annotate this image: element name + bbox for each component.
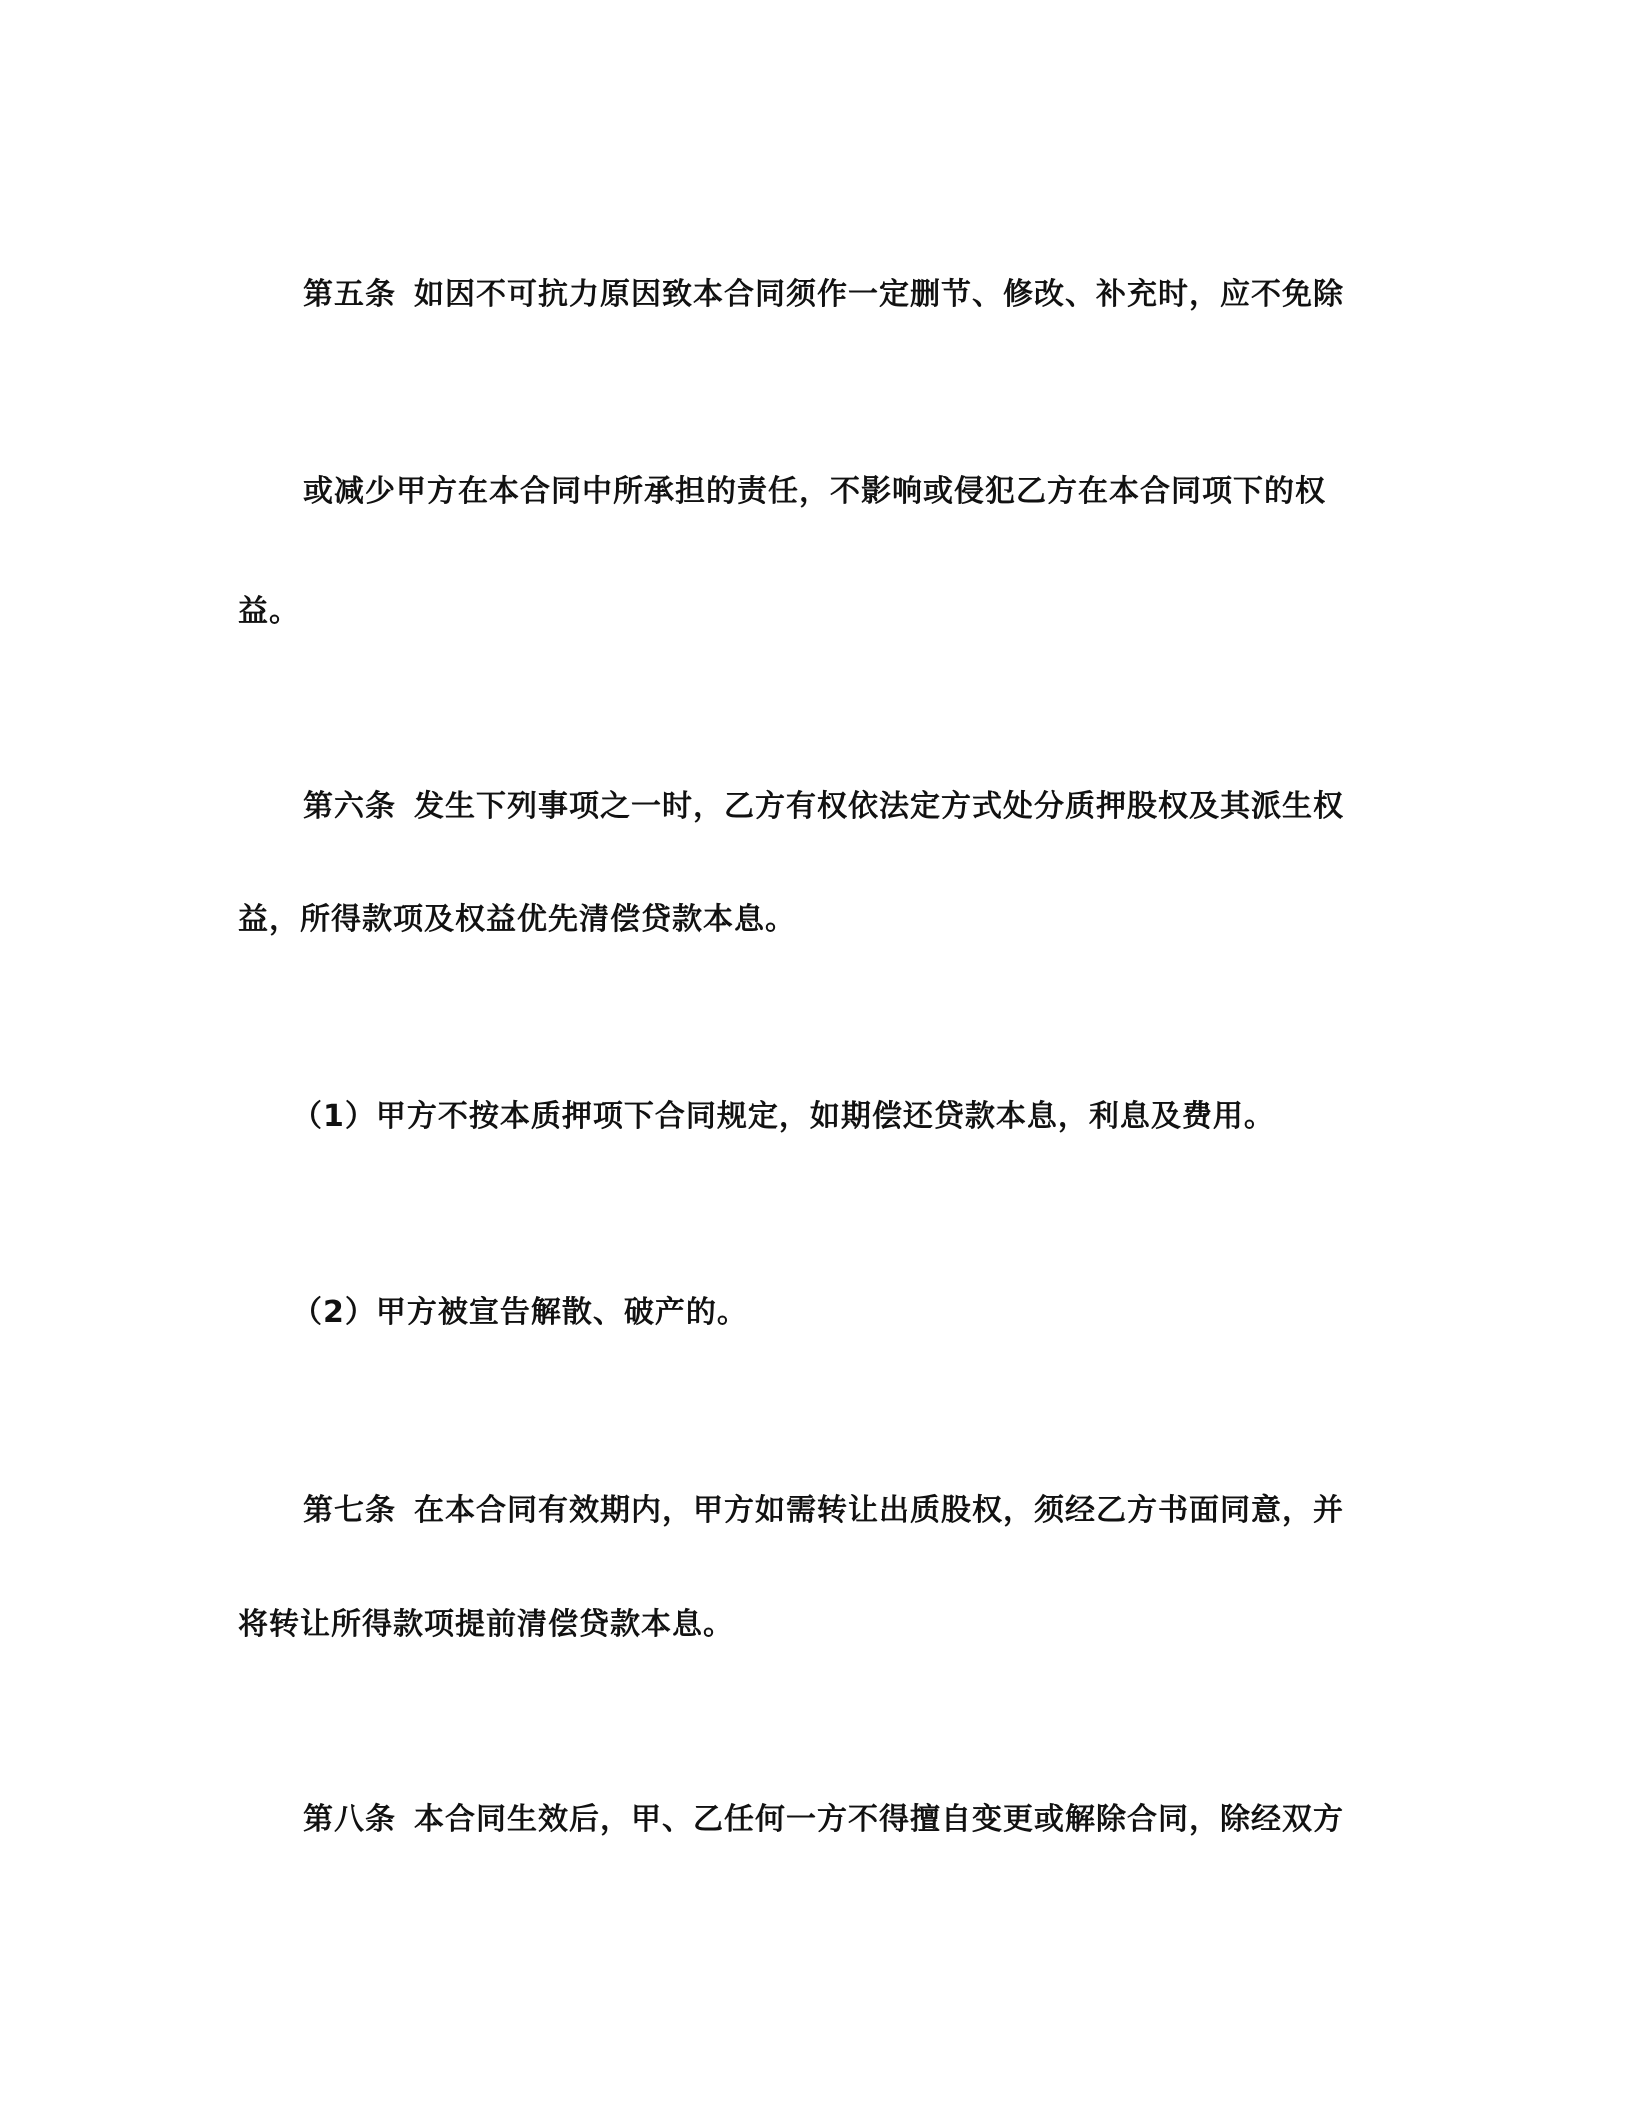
article-7-text-2: 将转让所得款项提前清偿贷款本息。 <box>238 1607 734 1642</box>
item-1-line <box>292 1097 1275 1137</box>
article-6-line-1 <box>303 787 1344 827</box>
article-6-text-1: 发生下列事项之一时，乙方有权依法定方式处分质押股权及其派生权 <box>414 789 1344 824</box>
article-5-line-2 <box>303 472 1326 512</box>
item-2-text: （2）甲方被宣告解散、破产的。 <box>292 1295 748 1330</box>
article-7-line-2 <box>238 1605 734 1645</box>
article-8-text-1: 本合同生效后，甲、乙任何一方不得擅自变更或解除合同，除经双方 <box>414 1802 1344 1837</box>
article-5-text-1: 如因不可抗力原因致本合同须作一定删节、修改、补充时，应不免除 <box>414 277 1344 312</box>
article-5-label: 第五条 <box>303 277 396 312</box>
article-5-text-3: 益。 <box>238 594 300 629</box>
article-6-text-2: 益，所得款项及权益优先清偿贷款本息。 <box>238 902 796 937</box>
item-2-line <box>292 1293 748 1333</box>
article-6-label: 第六条 <box>303 789 396 824</box>
article-8-line-1 <box>303 1800 1344 1840</box>
article-7-line-1 <box>303 1491 1344 1531</box>
article-5-line-1 <box>303 275 1344 315</box>
article-5-text-2: 或减少甲方在本合同中所承担的责任，不影响或侵犯乙方在本合同项下的权 <box>303 474 1326 509</box>
article-6-line-2 <box>238 900 796 940</box>
article-7-label: 第七条 <box>303 1493 396 1528</box>
item-1-text: （1）甲方不按本质押项下合同规定，如期偿还贷款本息，利息及费用。 <box>292 1099 1275 1134</box>
article-5-line-3 <box>238 592 300 632</box>
article-7-text-1: 在本合同有效期内，甲方如需转让出质股权，须经乙方书面同意，并 <box>414 1493 1344 1528</box>
article-8-label: 第八条 <box>303 1802 396 1837</box>
